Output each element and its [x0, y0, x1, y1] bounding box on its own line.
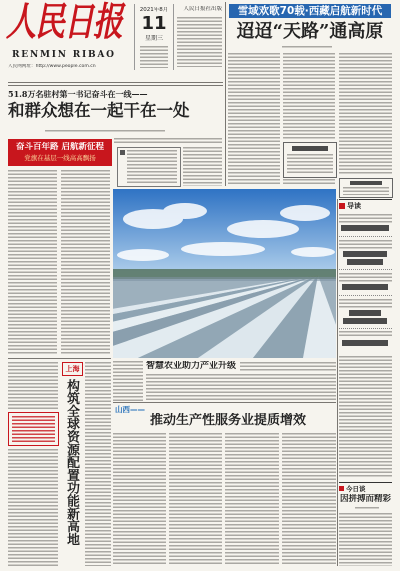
- shanxi-body-column: [113, 433, 166, 566]
- publication-info-box: [175, 4, 222, 70]
- shanghai-highlight-text: [12, 416, 55, 442]
- guide-item-divider: [339, 295, 392, 296]
- commentary-byline: [355, 507, 379, 510]
- guide-item-text: [339, 331, 392, 338]
- section-rule: [113, 402, 336, 403]
- lead-headline: 和群众想在一起干在一处: [8, 101, 190, 120]
- guide-header: [339, 202, 361, 211]
- guide-item-text: [339, 273, 392, 282]
- masthead-rule: [8, 82, 223, 83]
- commentary-column-name: 今日谈: [346, 485, 366, 493]
- tibet-body-column: [228, 53, 280, 186]
- lead-kicker: 51.8万名驻村第一书记奋斗在一线——: [8, 89, 148, 99]
- date-box: [134, 4, 174, 70]
- shanxi-body-column: [282, 433, 336, 566]
- publisher-label: 人民日报社出版: [183, 6, 222, 12]
- guide-item-text: [339, 240, 392, 249]
- commentary-header: [339, 485, 366, 493]
- date-day: 11: [141, 14, 167, 34]
- column-divider: [225, 2, 226, 186]
- quote-text: [127, 150, 177, 183]
- guide-item-divider: [339, 236, 392, 237]
- masthead-pinyin: RENMIN RIBAO: [12, 50, 116, 60]
- photo-side-text: [113, 361, 143, 401]
- guide-item-divider: [339, 269, 392, 270]
- photo-caption-title: 智慧农业助力产业升级: [146, 361, 237, 371]
- section-rule: [8, 358, 111, 359]
- guide-icon: [339, 203, 345, 209]
- quote-mark-icon: [120, 150, 125, 155]
- guide-item-headline: [343, 251, 387, 257]
- tibet-body-column: [283, 179, 335, 186]
- tibet-body-column: [283, 53, 335, 139]
- greenhouse-photo-image: [113, 189, 336, 358]
- shanxi-body-column: [169, 433, 222, 566]
- lead-byline: [45, 130, 165, 133]
- series-subtitle: 党旗在基层一线高高飘扬: [24, 154, 96, 162]
- lead-body-column: [8, 170, 57, 355]
- shanghai-highlight-box: [8, 412, 59, 446]
- right-column-divider: [337, 199, 338, 566]
- masthead-website: 人民网网址：http://www.people.com.cn: [8, 64, 96, 69]
- tibet-body-column: [339, 53, 392, 175]
- guide-item-headline: [343, 318, 387, 324]
- commentary-headline: 因拼搏而精彩: [339, 494, 391, 504]
- shanghai-label: 上海: [62, 362, 83, 376]
- guide-item-headline: [347, 259, 383, 265]
- date-details-text: [140, 46, 168, 68]
- web-commentary-box: [339, 178, 393, 198]
- masthead-logo: 人民日报: [6, 0, 122, 46]
- short-commentary-title: [292, 146, 328, 151]
- photo-caption-text: [146, 374, 336, 401]
- series-title: 奋斗百年路 启航新征程: [16, 142, 104, 152]
- guide-item-text: [339, 214, 392, 223]
- guide-item-headline: [342, 340, 388, 346]
- shanxi-label: 山西——: [115, 405, 145, 414]
- short-commentary-text: [287, 154, 333, 174]
- guide-item-headline: [342, 284, 388, 290]
- short-commentary-box: [283, 142, 337, 178]
- date-month: 2021年8月: [139, 7, 169, 13]
- shanghai-headline: 构筑全球资源配置功能新高地: [64, 379, 79, 546]
- commentary-icon: [339, 486, 344, 491]
- tibet-byline: [282, 46, 332, 49]
- guide-item-text: [339, 299, 392, 308]
- date-weekday: 星期三: [144, 35, 163, 42]
- greenhouse-photo: [113, 189, 336, 358]
- shanxi-body-column: [225, 433, 279, 566]
- guide-title: 导读: [347, 202, 361, 210]
- quote-box: [117, 147, 181, 187]
- web-commentary-text: [343, 187, 389, 195]
- guide-box: [339, 199, 392, 353]
- web-commentary-title: [350, 181, 382, 185]
- commentary-body: [339, 513, 392, 566]
- series-banner: [8, 139, 112, 166]
- lead-body-column: [61, 170, 110, 355]
- lead-body-column: [183, 147, 222, 186]
- tibet-headline: 迢迢“天路”通高原: [236, 21, 384, 42]
- lead-body-column: [114, 138, 222, 145]
- shanghai-body-column: [8, 362, 58, 409]
- shanxi-headline: 推动生产性服务业提质增效: [150, 413, 307, 428]
- guide-item-headline: [349, 310, 381, 316]
- commentary-section: [339, 482, 392, 567]
- publication-info-text: [177, 17, 222, 67]
- shanghai-body-column: [8, 449, 58, 566]
- guide-item-headline: [341, 225, 389, 231]
- right-body-column: [339, 356, 392, 478]
- photo-caption-text: [240, 362, 336, 372]
- tibet-banner: 雪域欢歌70载·西藏启航新时代: [229, 4, 391, 18]
- guide-item-divider: [339, 328, 392, 329]
- shanghai-body-column: [85, 362, 111, 566]
